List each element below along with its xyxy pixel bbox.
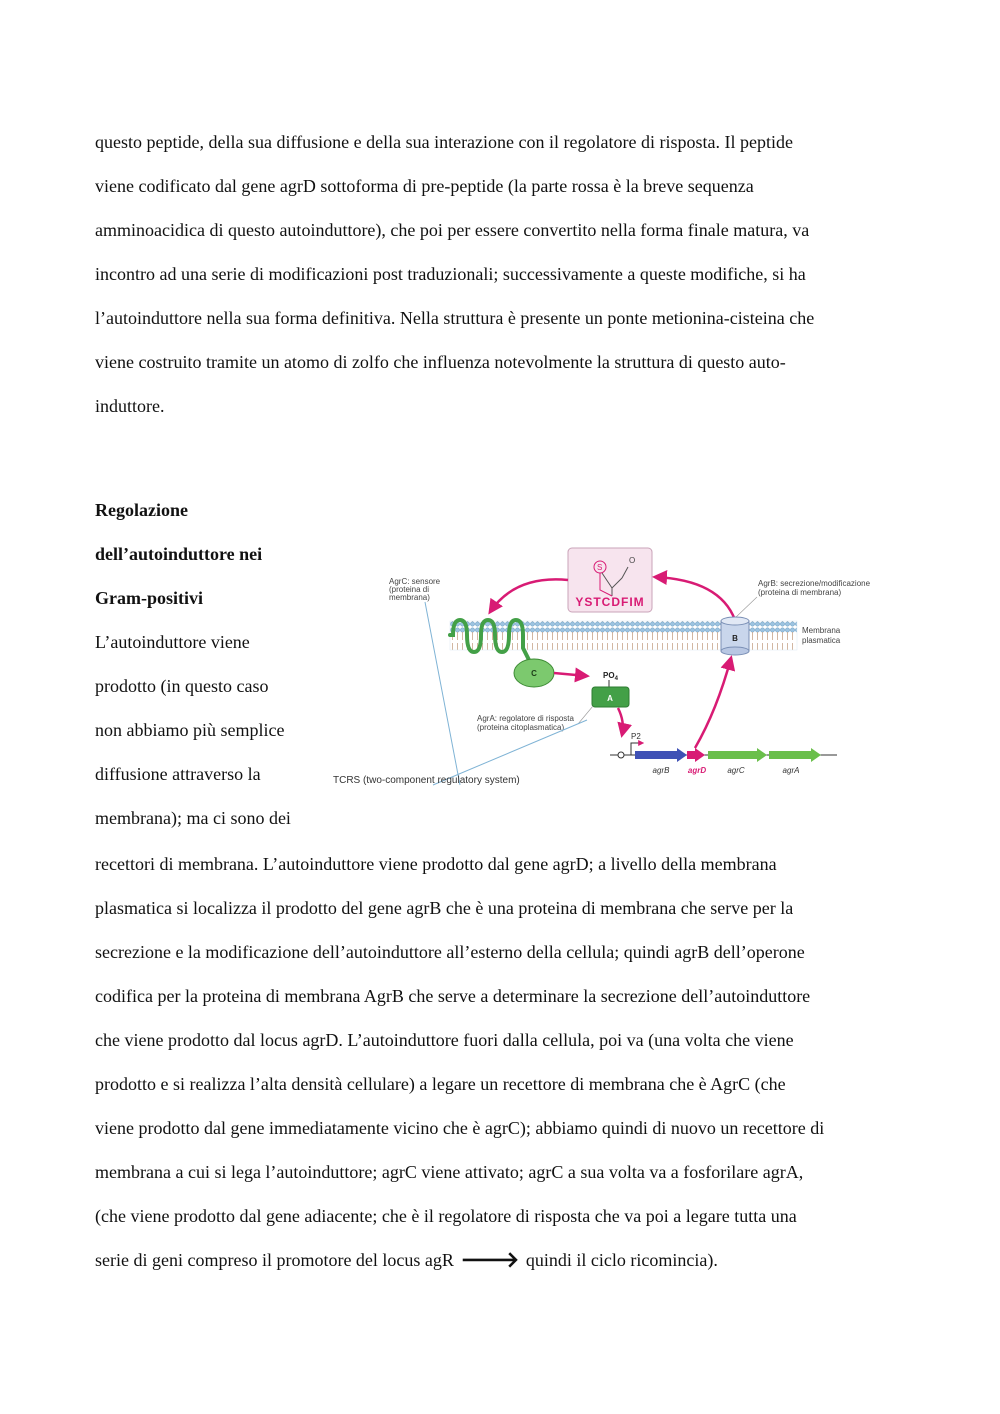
gene-agra (769, 748, 821, 762)
arrow-to-promoter (618, 708, 623, 735)
text-line: codifica per la proteina di membrana AgrB che serve a determinare la secrezione dell’autoinduttore (95, 986, 811, 1006)
gene-agrc (708, 748, 767, 762)
arrow-from-agrb (655, 577, 735, 620)
section-heading: Gram-positivi (95, 588, 203, 608)
text-line: induttore. (95, 396, 165, 416)
peptide-sequence: YSTCDFIM (575, 595, 645, 609)
oxygen-label: O (629, 556, 636, 565)
arrow-to-agrc (490, 579, 568, 612)
agrc-label: AgrC: sensore (389, 577, 441, 586)
text-line: plasmatica si localizza il prodotto del gene agrB che è una proteina di membrana che serve per la (95, 898, 794, 918)
text-line-last (95, 1238, 907, 1283)
text-line: viene codificato dal gene agrD sottoforma di pre-peptide (la parte rossa è la breve sequenza (95, 176, 754, 196)
sulfur-atom-label: S (597, 563, 603, 572)
paragraph-agr-mechanism (95, 842, 907, 1283)
agrc-label: membrana) (389, 593, 430, 602)
agrb-label: (proteina di membrana) (758, 588, 842, 597)
node-b-label: B (732, 634, 738, 643)
paragraph-intro (95, 120, 907, 428)
text-line: secrezione e la modificazione dell’autoinduttore all’esterno della cellula; quindi agrB dell’operone (95, 942, 805, 962)
gene-agrd (687, 748, 705, 762)
text-line: amminoacidica di questo autoinduttore), che poi per essere convertito nella forma finale matura, va (95, 220, 810, 240)
text-line: diffusione attraverso la (95, 764, 261, 784)
text-line: viene prodotto dal gene immediatamente vicino che è agrC); abbiamo quindi di nuovo un recettore di (95, 1118, 825, 1138)
phosphate-label: $PO_4$ (603, 671, 618, 682)
agrb-label: AgrB: secrezione/modificazione (758, 579, 871, 588)
gene-label: agrB (652, 766, 670, 775)
promoter-label: P2 (631, 732, 641, 741)
gene-label: agrA (782, 766, 800, 775)
agr-system-figure (325, 540, 871, 800)
section-heading: Regolazione (95, 500, 188, 520)
text-line: L’autoinduttore viene (95, 632, 250, 652)
agrc-label: (proteina di (389, 585, 430, 594)
arrow-right-icon: 🡒 (460, 1248, 520, 1273)
agra-label: (proteina citoplasmatica) (477, 723, 565, 732)
text-line: prodotto e si realizza l’alta densità cellulare) a legare un recettore di membrana che è AgrC (che (95, 1074, 786, 1094)
text-line: prodotto (in questo caso (95, 676, 269, 696)
gene-label: agrC (727, 766, 745, 775)
text-line: membrana); ma ci sono dei (95, 808, 291, 828)
text-line: viene costruito tramite un atomo di zolfo che influenza notevolmente la struttura di questo auto- (95, 352, 786, 372)
agr-diagram (325, 540, 871, 800)
text-fragment: serie di geni compreso il promotore del locus agR (95, 1250, 454, 1270)
text-line: che viene prodotto dal locus agrD. L’autoinduttore fuori dalla cellula, poi va (una volta che viene (95, 1030, 794, 1050)
arrow-agrd-to-agrb (695, 658, 731, 748)
gene-label: agrD (687, 766, 707, 775)
section-regolazione (95, 488, 335, 840)
text-line: membrana a cui si lega l’autoinduttore; agrC viene attivato; agrC a sua volta va a fosforilare agrA, (95, 1162, 804, 1182)
gene-agrb (635, 748, 687, 762)
text-line: recettori di membrana. L’autoinduttore viene prodotto dal gene agrD; a livello della membrana (95, 854, 777, 874)
node-a-label: A (607, 694, 613, 703)
node-c-label: C (531, 669, 537, 678)
text-fragment: quindi il ciclo ricomincia). (525, 1250, 718, 1270)
membrane-label: Membrana (802, 626, 841, 635)
arrow-phosphorylation (554, 673, 587, 676)
section-heading: dell’autoinduttore nei (95, 544, 263, 564)
membrane-label: plasmatica (802, 636, 841, 645)
text-line: non abbiamo più semplice (95, 720, 285, 740)
agra-label: AgrA: regolatore di risposta (477, 714, 574, 723)
text-line: l’autoinduttore nella sua forma definitiva. Nella struttura è presente un ponte metionina-cisteina che (95, 308, 815, 328)
text-line: questo peptide, della sua diffusione e della sua interazione con il regolatore di risposta. Il peptide (95, 132, 793, 152)
tcrs-label: TCRS (two-component regulatory system) (333, 775, 520, 786)
text-line: incontro ad una serie di modificazioni post traduzionali; successivamente a queste modifiche, si ha (95, 264, 806, 284)
text-line: (che viene prodotto dal gene adiacente; che è il regolatore di risposta che va poi a legare tutta una (95, 1206, 797, 1226)
